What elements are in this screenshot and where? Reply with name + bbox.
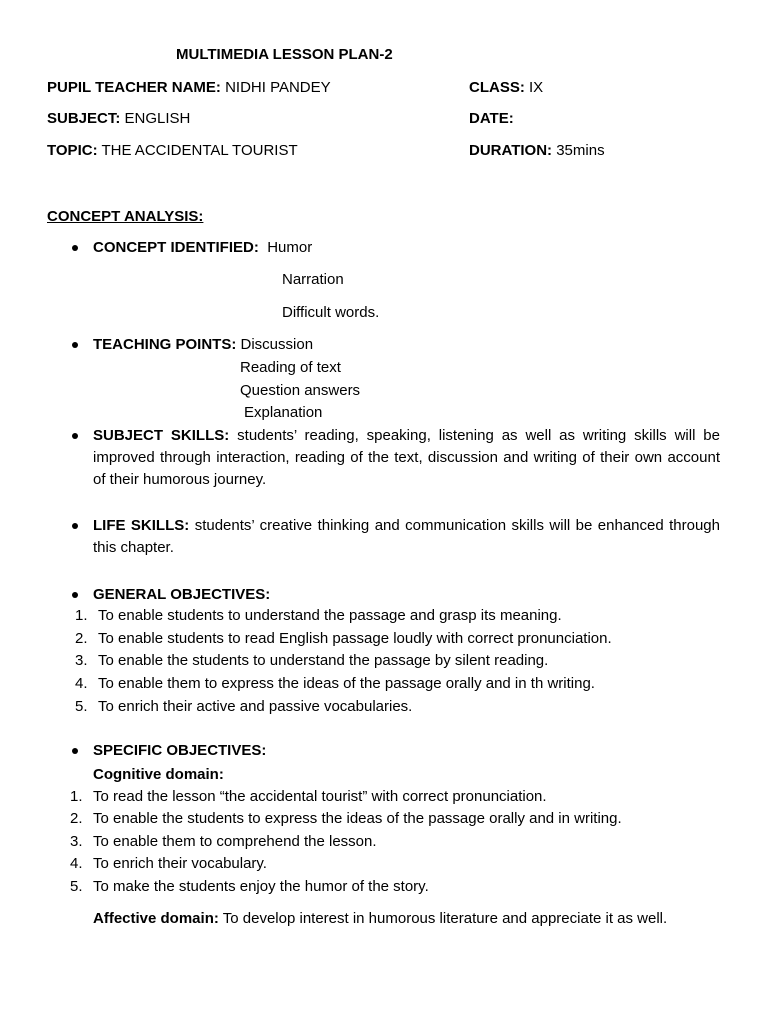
life-skills-label: LIFE SKILLS: [93,517,190,534]
life-skills-paragraph [93,515,720,559]
cognitive-domain-heading: Cognitive domain: [93,766,224,783]
class-value: IX [529,79,544,96]
list-item-text: To enable them to comprehend the lesson. [93,833,377,850]
list-item [75,628,88,650]
duration-row [469,140,605,162]
list-item [70,876,83,898]
subject-label: SUBJECT: [47,110,121,127]
list-item-text: To make the students enjoy the humor of the story. [93,878,429,895]
item-number: 4. [75,675,88,692]
list-item [75,673,88,695]
list-item-text: To enrich their active and passive vocabularies. [98,698,413,715]
teaching-point: Discussion [240,336,314,353]
bullet-icon [72,523,78,529]
item-number: 3. [75,652,88,669]
bullet-icon [72,748,78,754]
affective-domain-label: Affective domain: [93,910,219,927]
concept-item: Humor [267,239,313,256]
list-item [75,696,88,718]
list-item [70,853,83,875]
date-label: DATE: [469,110,514,127]
affective-domain-paragraph [93,908,720,930]
list-item [70,831,83,853]
list-item-text: To enrich their vocabulary. [93,855,267,872]
item-number: 4. [70,855,83,872]
subject-value: ENGLISH [124,110,191,127]
topic-row [47,140,298,162]
date-row [469,108,514,130]
list-item [75,605,88,627]
bullet-icon [72,592,78,598]
list-item [70,786,83,808]
duration-value: 35mins [556,142,605,159]
duration-label: DURATION: [469,142,553,159]
affective-domain-text: To develop interest in humorous literature and appreciate it as well. [222,910,668,927]
life-skills-text: students’ creative thinking and communication skills will be enhanced through this chapter. [93,517,720,556]
item-number: 2. [70,810,83,827]
concept-analysis-heading: CONCEPT ANALYSIS: [47,208,204,225]
item-number: 3. [70,833,83,850]
teaching-point: Question answers [240,382,361,399]
teacher-row [47,77,331,99]
class-row [469,77,543,99]
specific-objectives-heading: SPECIFIC OBJECTIVES: [93,742,267,759]
list-item-text: To read the lesson “the accidental tourist” with correct pronunciation. [93,788,547,805]
teaching-point: Reading of text [240,359,341,376]
teacher-label: PUPIL TEACHER NAME: [47,79,221,96]
class-label: CLASS: [469,79,525,96]
list-item-text: To enable students to read English passage loudly with correct pronunciation. [98,630,612,647]
bullet-icon [72,342,78,348]
item-number: 5. [70,878,83,895]
subject-row [47,108,190,130]
list-item [75,650,88,672]
item-number: 1. [75,607,88,624]
concept-item: Difficult words. [282,304,380,321]
list-item-text: To enable students to understand the passage and grasp its meaning. [98,607,562,624]
list-item-text: To enable the students to understand the passage by silent reading. [98,652,549,669]
concept-identified-row [93,237,312,259]
item-number: 5. [75,698,88,715]
list-item-text: To enable them to express the ideas of the passage orally and in th writing. [98,675,595,692]
subject-skills-text: students’ reading, speaking, listening as well as writing skills will be improved through interaction, reading of the text, discussion and writing of their own account of their humorous journey. [93,427,720,488]
item-number: 1. [70,788,83,805]
concept-identified-label: CONCEPT IDENTIFIED: [93,239,259,256]
topic-label: TOPIC: [47,142,98,159]
general-objectives-heading: GENERAL OBJECTIVES: [93,586,271,603]
teacher-value: NIDHI PANDEY [225,79,331,96]
list-item [70,808,83,830]
bullet-icon [72,433,78,439]
list-item-text: To enable the students to express the ideas of the passage orally and in writing. [93,810,622,827]
teaching-points-row [93,334,313,356]
topic-value: THE ACCIDENTAL TOURIST [101,142,298,159]
bullet-icon [72,245,78,251]
page-title: MULTIMEDIA LESSON PLAN-2 [176,46,393,63]
subject-skills-paragraph [93,425,720,491]
item-number: 2. [75,630,88,647]
concept-item: Narration [282,271,344,288]
teaching-point: Explanation [244,404,323,421]
subject-skills-label: SUBJECT SKILLS: [93,427,230,444]
teaching-points-label: TEACHING POINTS: [93,336,237,353]
